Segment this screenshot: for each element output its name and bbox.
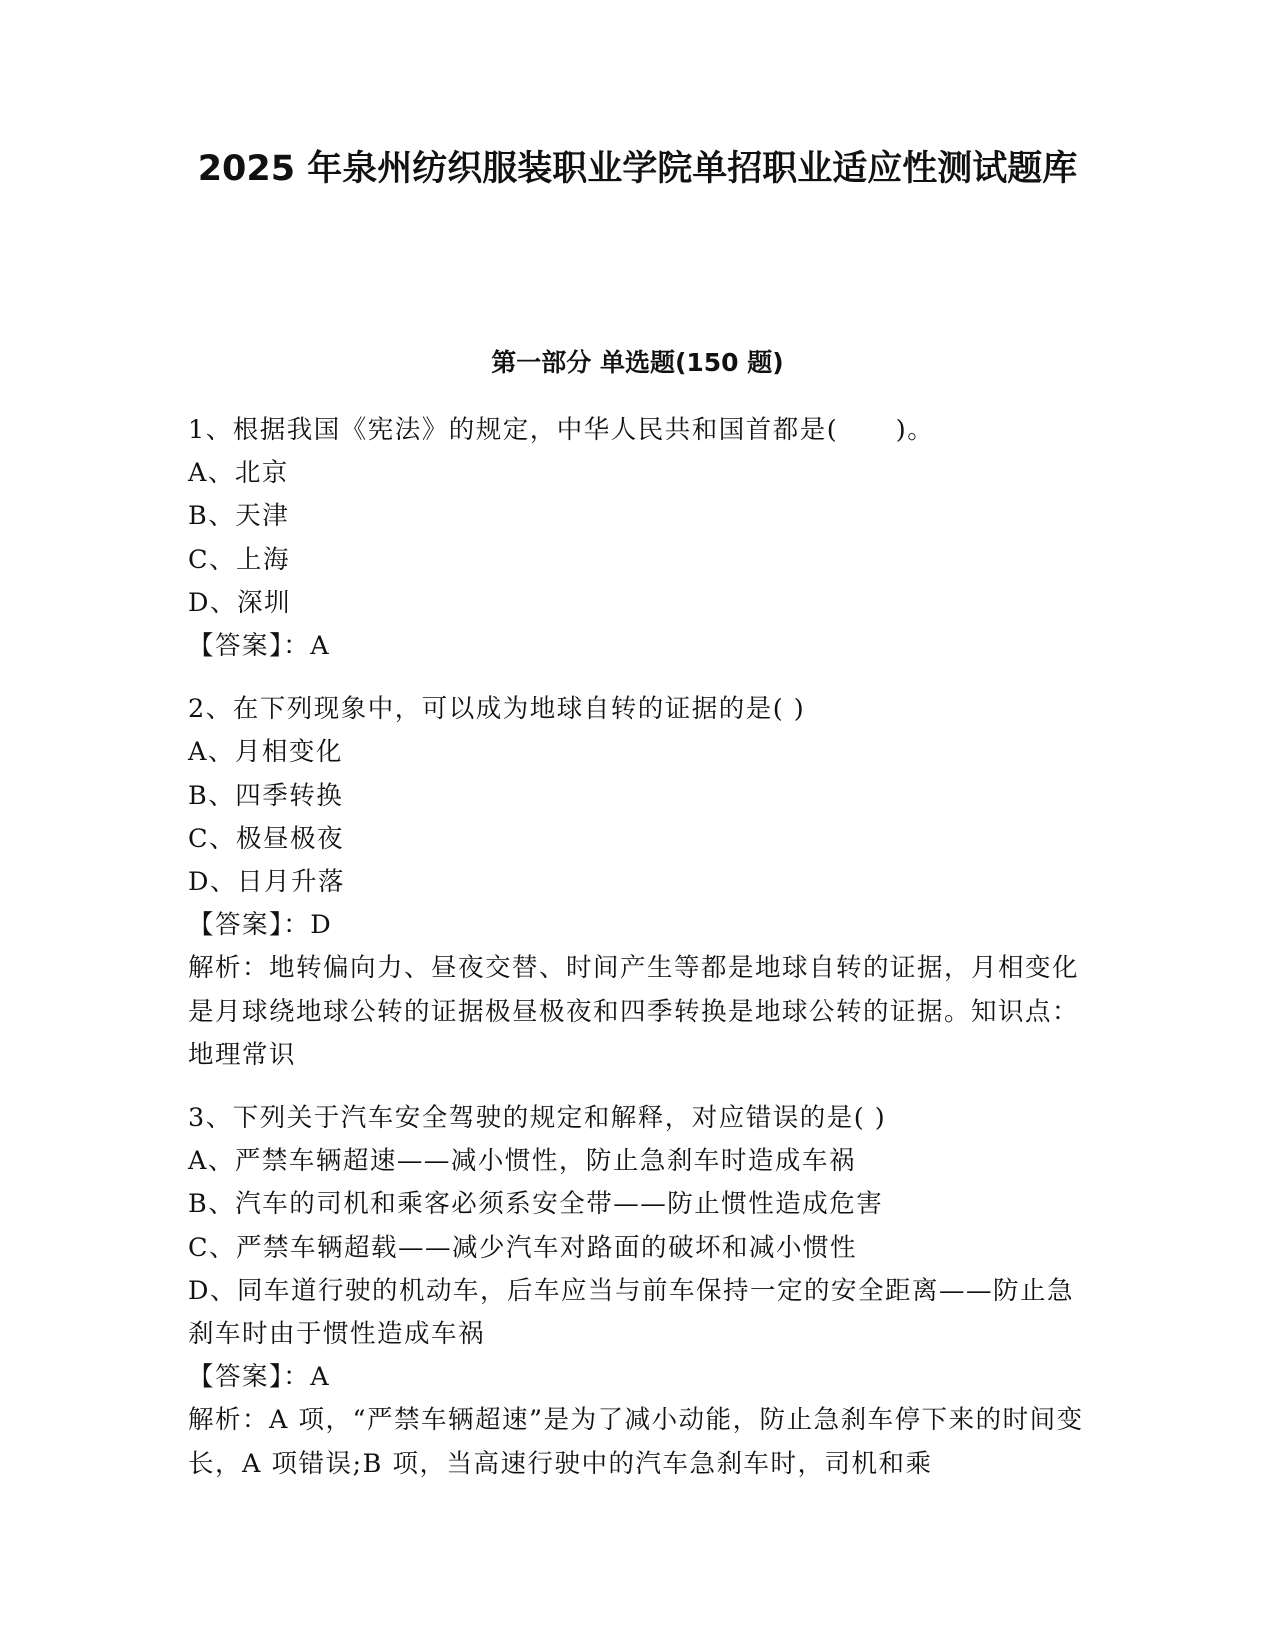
option-c: C、极昼极夜 <box>188 823 345 854</box>
question-stem: 1、根据我国《宪法》的规定，中华人民共和国首都是( )。 <box>188 415 935 445</box>
question-stem: 2、在下列现象中，可以成为地球自转的证据的是( ) <box>188 694 806 725</box>
question-3 <box>188 1097 1088 1486</box>
option-a: A、严禁车辆超速——减小惯性，防止急刹车时造成车祸 <box>188 1146 856 1177</box>
option-b: B、汽车的司机和乘客必须系安全带——防止惯性造成危害 <box>188 1189 884 1220</box>
option-d: D、同车道行驶的机动车，后车应当与前车保持一定的安全距离——防止急刹车时由于惯性造成车祸 <box>188 1275 1074 1350</box>
option-a: A、北京 <box>188 458 289 489</box>
document-title: 2025 年泉州纺织服装职业学院单招职业适应性测试题库 <box>197 149 1078 189</box>
option-b: B、天津 <box>188 501 290 532</box>
question-1 <box>188 409 1088 668</box>
option-a: A、月相变化 <box>188 737 343 768</box>
analysis: 解析：A 项，“严禁车辆超速”是为了减小动能，防止急刹车停下来的时间变长，A 项错误;B 项，当高速行驶中的汽车急刹车时，司机和乘 <box>188 1405 1084 1479</box>
option-d: D、日月升落 <box>188 867 345 898</box>
option-b: B、四季转换 <box>188 780 344 811</box>
section-title: 第一部分 单选题(150 题) <box>491 348 784 377</box>
question-2 <box>188 688 1088 1077</box>
option-c: C、严禁车辆超载——减少汽车对路面的破坏和减小惯性 <box>188 1232 858 1263</box>
question-stem: 3、下列关于汽车安全驾驶的规定和解释，对应错误的是( ) <box>188 1103 887 1134</box>
answer: 【答案】：D <box>188 910 333 941</box>
question-list <box>188 409 1088 1506</box>
answer: 【答案】：A <box>188 631 331 662</box>
option-c: C、上海 <box>188 544 291 575</box>
answer: 【答案】：A <box>188 1362 331 1393</box>
analysis: 解析：地转偏向力、昼夜交替、时间产生等都是地球自转的证据，月相变化是月球绕地球公转的证据极昼极夜和四季转换是地球公转的证据。知识点：地理常识 <box>188 953 1080 1070</box>
option-d: D、深圳 <box>188 587 291 618</box>
